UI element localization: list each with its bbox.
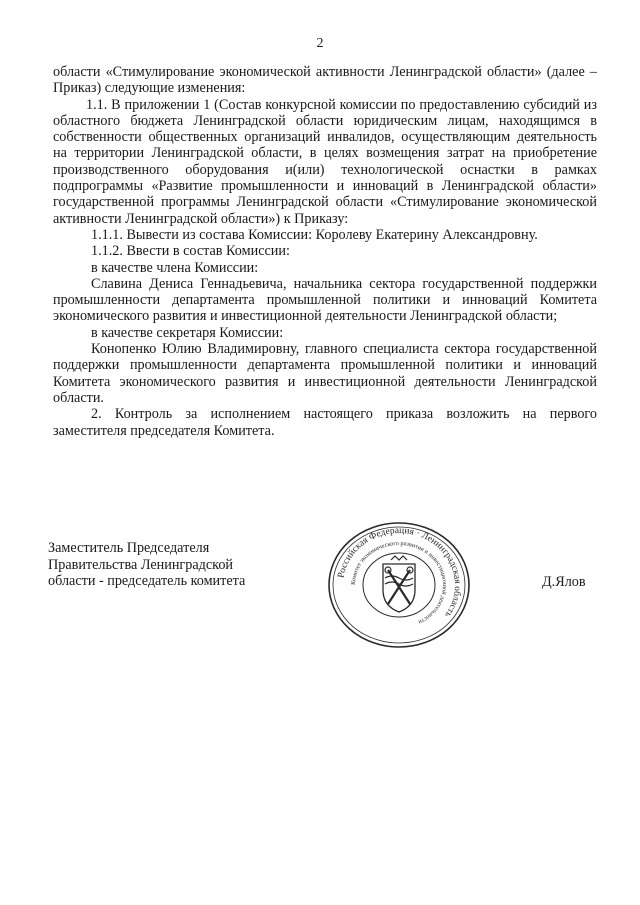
seal-outer-text: Российская Федерация · Ленинградская область — [336, 525, 463, 619]
member-role: в качестве члена Комиссии: — [91, 259, 259, 276]
official-seal — [325, 520, 473, 650]
seal-inner-text: Комитет экономического развития и инвестиционной деятельности — [349, 539, 449, 626]
item-1-1: 1.1. В приложении 1 (Состав конкурсной комиссии по предоставлению субсидий из областного бюджета Ленинградской области юридическим лицам, находящимся в собственности общественных организаций инвалидов, осуществляющим деятельность на территории Ленинградской области, в целях возмещения затрат на приобретение производственного оборудования и(или) технологической оснастки в рамках подпрограммы «Развитие промышленности и инноваций в Ленинградской области» государственной программы Ленинградской области «Стимулирование экономической активности Ленинградской области») к Приказу: — [53, 96, 597, 227]
signatory-name: Д.Ялов — [542, 574, 586, 590]
item-2: 2. Контроль за исполнением настоящего приказа возложить на первого заместителя председателя Комитета. — [53, 406, 597, 439]
coat-of-arms-icon — [383, 556, 415, 612]
signatory-title-line-1: Заместитель Председателя — [48, 540, 210, 556]
signatory-title-line-2: Правительства Ленинградской — [48, 556, 234, 573]
item-1-1-2: 1.1.2. Ввести в состав Комиссии: — [91, 243, 290, 260]
intro-paragraph: области «Стимулирование экономической активности Ленинградской области» (далее –Приказ) следующие изменения: — [53, 64, 597, 97]
secretary-description: Конопенко Юлию Владимировну, главного специалиста сектора государственной поддержки промышленности департамента промышленной политики и инноваций Комитета экономического развития и инвестиционной деятельности Ленинградской области. — [53, 341, 597, 406]
secretary-role: в качестве секретаря Комиссии: — [91, 324, 284, 341]
member-description: Славина Дениса Геннадьевича, начальника сектора государственной поддержки промышленности департамента промышленной политики и инноваций Комитета экономического развития и инвестиционной деятельности Ленинградской области; — [53, 275, 597, 325]
signature-block — [48, 540, 308, 590]
seal-stamp-icon — [325, 520, 473, 650]
page-number: 2 — [316, 36, 324, 51]
signatory-title-line-3: области - председатель комитета — [48, 573, 246, 589]
item-1-1-1: 1.1.1. Вывести из состава Комиссии: Королеву Екатерину Александровну. — [91, 226, 538, 243]
document-body — [53, 64, 597, 439]
